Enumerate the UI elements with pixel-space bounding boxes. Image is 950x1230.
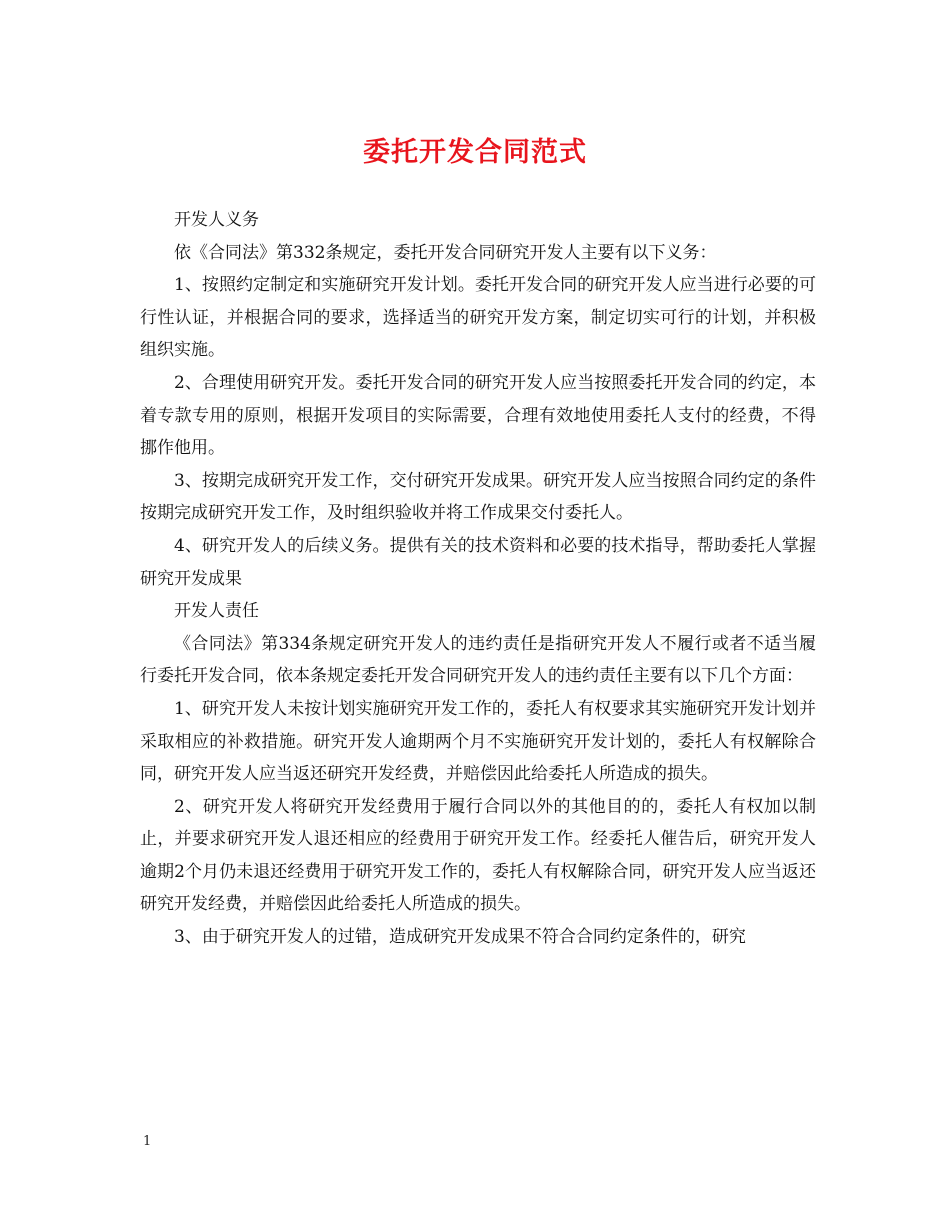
paragraph: 《合同法》第334条规定研究开发人的违约责任是指研究开发人不履行或者不适当履行委托开发合同，依本条规定委托开发合同研究开发人的违约责任主要有以下几个方面：	[140, 633, 816, 687]
paragraph: 3、由于研究开发人的过错，造成研究开发成果不符合合同约定条件的，研究	[174, 927, 746, 948]
page-number: 1	[143, 1134, 152, 1149]
paragraph: 2、研究开发人将研究开发经费用于履行合同以外的其他目的的，委托人有权加以制止，并要求研究开发人退还相应的经费用于研究开发工作。经委托人催告后，研究开发人逾期2个月仍未退还经费用于研究开发工作的，委托人有权解除合同，研究开发人应当返还研究开发经费，并赔偿因此给委托人所造成的损失。	[140, 796, 816, 915]
section-heading-liability: 开发人责任	[174, 601, 259, 622]
section-heading-obligations: 开发人义务	[174, 210, 259, 230]
paragraph: 4、研究开发人的后续义务。提供有关的技术资料和必要的技术指导，帮助委托人掌握研究开发成果	[140, 535, 816, 589]
paragraph: 1、研究开发人未按计划实施研究开发工作的，委托人有权要求其实施研究开发计划并采取相应的补救措施。研究开发人逾期两个月不实施研究开发计划的，委托人有权解除合同，研究开发人应当返还研究开发经费，并赔偿因此给委托人所造成的损失。	[140, 698, 816, 785]
document-title: 委托开发合同范式	[363, 137, 587, 168]
paragraph: 依《合同法》第332条规定，委托开发合同研究开发人主要有以下义务：	[174, 242, 717, 263]
paragraph: 3、按期完成研究开发工作，交付研究开发成果。研究开发人应当按照合同约定的条件按期完成研究开发工作，及时组织验收并将工作成果交付委托人。	[140, 470, 816, 524]
document-body	[140, 204, 816, 954]
paragraph: 2、合理使用研究开发。委托开发合同的研究开发人应当按照委托开发合同的约定，本着专款专用的原则，根据开发项目的实际需要，合理有效地使用委托人支付的经费，不得挪作他用。	[140, 372, 816, 459]
paragraph: 1、按照约定制定和实施研究开发计划。委托开发合同的研究开发人应当进行必要的可行性认证，并根据合同的要求，选择适当的研究开发方案，制定切实可行的计划，并积极组织实施。	[140, 275, 816, 361]
